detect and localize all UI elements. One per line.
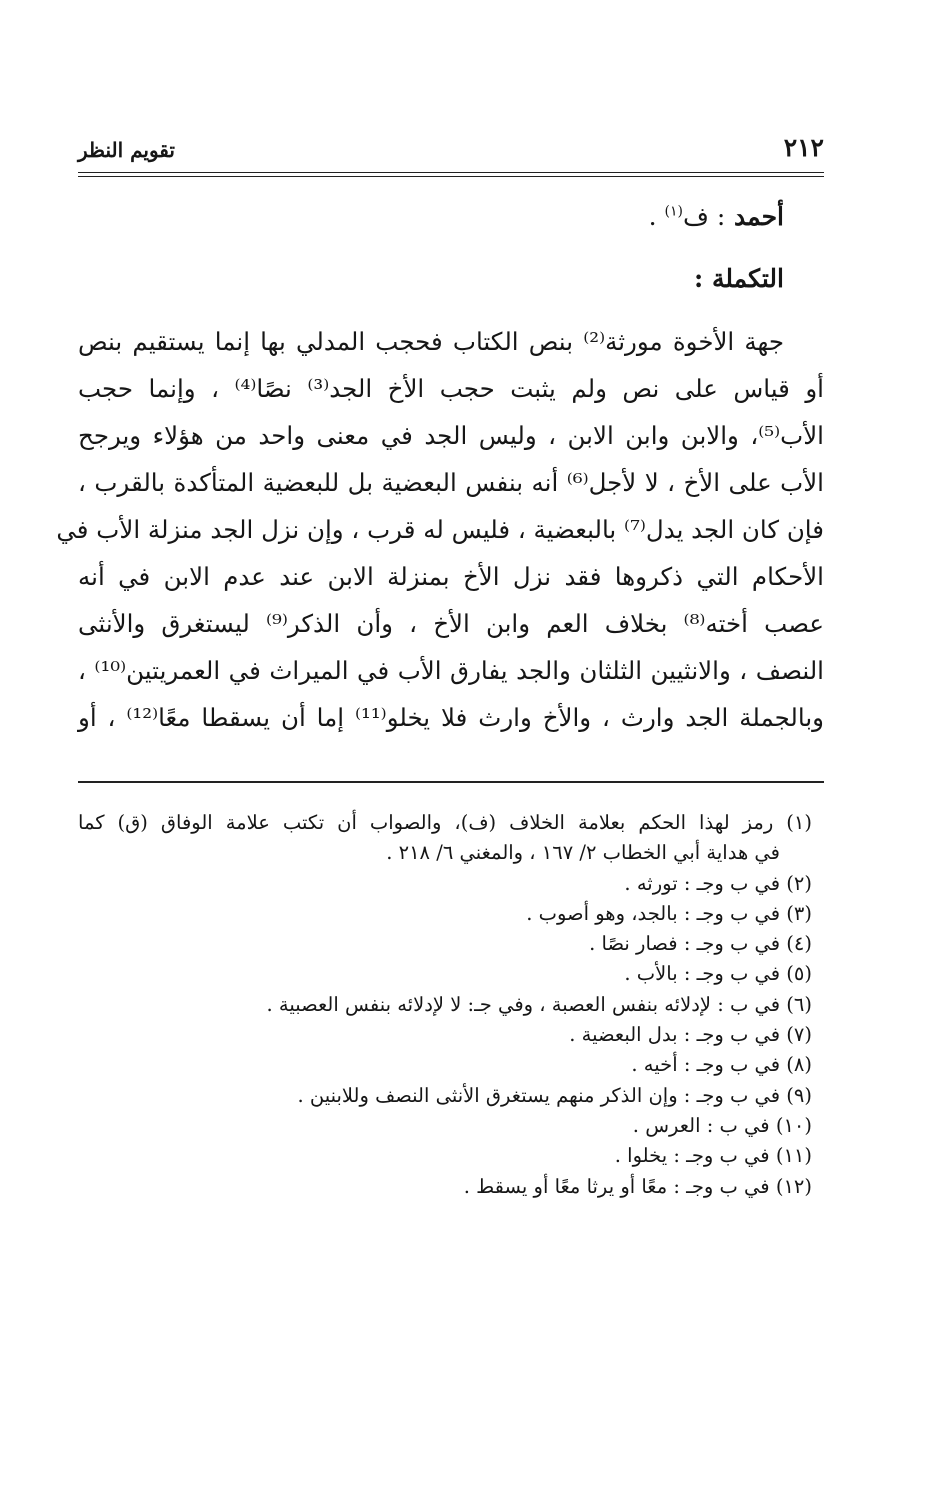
- page-header: [78, 128, 824, 162]
- footnotes: [78, 808, 824, 1202]
- footnote: (١٠) في ب : العرس .: [632, 1113, 812, 1137]
- body-line: الأحكام التي ذكروها فقد نزل الأخ بمنزلة الابن عند عدم الابن في أنه: [78, 562, 824, 591]
- footnote: (٣) في ب وجـ : بالجد، وهو أصوب .: [526, 901, 812, 925]
- footnote: (٥) في ب وجـ : بالأب .: [624, 962, 812, 986]
- footnote: (٤) في ب وجـ : فصار نصًا .: [589, 932, 812, 956]
- footnote: (١) رمز لهذا الحكم بعلامة الخلاف (ف)، والصواب أن تكتب علامة الوفاق (ق) كما: [78, 811, 812, 834]
- heading-ahmad-label: أحمد: [734, 202, 784, 231]
- body-line: أو قياس على نص ولم يثبت حجب الأخ الجد⁽³⁾ نصًا⁽⁴⁾ ، وإنما حجب: [78, 374, 824, 403]
- heading-ahmad-end: .: [648, 202, 665, 231]
- footnote: (١٢) في ب وجـ : معًا أو يرثا معًا أو يسقط .: [463, 1174, 812, 1198]
- footnote: (٢) في ب وجـ : تورثه .: [624, 871, 812, 895]
- body-line: النصف ، والانثيين الثلثان والجد يفارق الأب في الميراث في العمريتين⁽¹⁰⁾ ،: [78, 656, 824, 685]
- heading-ahmad-value: : ف: [683, 202, 726, 231]
- body-line: عصب أخته⁽⁸⁾ بخلاف العم وابن الأخ ، وأن الذكر⁽⁹⁾ ليستغرق والأنثى: [78, 609, 824, 638]
- footnote: (٧) في ب وجـ : بدل البعضية .: [569, 1023, 812, 1047]
- body-line: جهة الأخوة مورثة⁽²⁾ بنص الكتاب فحجب المدلي بها إنما يستقيم بنص: [78, 327, 784, 356]
- heading-completion: التكملة :: [694, 264, 784, 293]
- main-text: [56, 318, 825, 741]
- footnote: (٩) في ب وجـ : وإن الذكر منهم يستغرق الأنثى النصف وللابنين .: [297, 1083, 812, 1107]
- page-number: ٢١٢: [783, 133, 824, 162]
- running-title: تقويم النظر: [78, 138, 175, 162]
- header-rule: [78, 172, 824, 177]
- body-line: الأب⁽⁵⁾، والابن وابن الابن ، وليس الجد في معنى واحد من هؤلاء ويرجح: [78, 421, 824, 450]
- heading-ahmad-footnote-ref: (١): [664, 203, 683, 220]
- footnote: (٨) في ب وجـ : أخيه .: [631, 1053, 812, 1077]
- footnote-rule: [78, 781, 824, 783]
- footnote: (١١) في ب وجـ : يخلوا .: [614, 1144, 812, 1168]
- book-page: [56, 0, 825, 1490]
- body-line: فإن كان الجد يدل⁽⁷⁾ بالبعضية ، فليس له قرب ، وإن نزل الجد منزلة الأب في: [56, 515, 824, 544]
- body-line: وبالجملة الجد وارث ، والأخ وارث فلا يخلو⁽¹¹⁾ إما أن يسقطا معًا⁽¹²⁾ ، أو: [78, 703, 825, 732]
- footnote-continuation: في هداية أبي الخطاب ٢/ ١٦٧ ، والمغني ٦/ ٢١٨ .: [386, 841, 780, 865]
- heading-ahmad: [649, 202, 784, 231]
- body-line: الأب على الأخ ، لا لأجل⁽⁶⁾ أنه بنفس البعضية بل للبعضية المتأكدة بالقرب ،: [78, 468, 824, 497]
- footnote: (٦) في ب : لإدلائه بنفس العصبة ، وفي جـ: لا لإدلائه بنفس العصبية .: [266, 992, 812, 1016]
